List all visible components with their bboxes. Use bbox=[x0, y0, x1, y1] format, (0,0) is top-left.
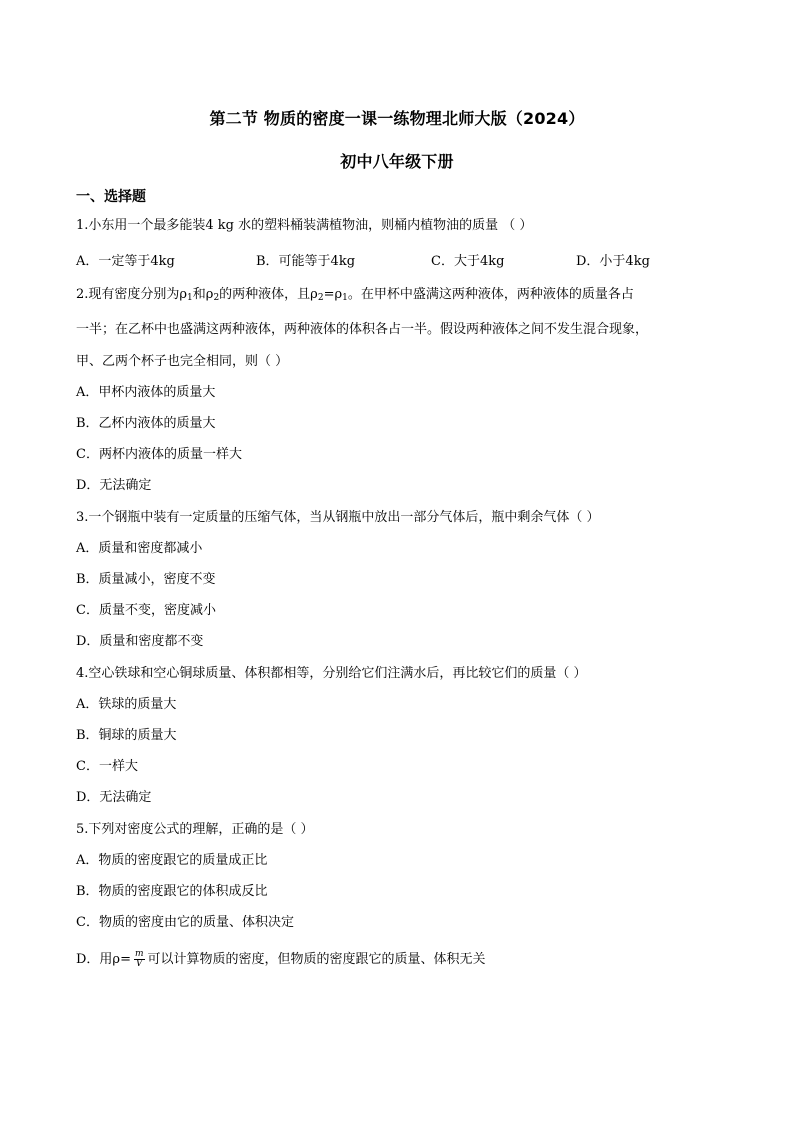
question-5-stem: 5.下列对密度公式的理解，正确的是（ ） bbox=[76, 822, 314, 837]
question-1-option-b: B．可能等于4kg bbox=[256, 254, 356, 269]
question-4-option-a: A．铁球的质量大 bbox=[76, 697, 177, 712]
question-2-stem-line-3: 甲、乙两个杯子也完全相同，则（ ） bbox=[76, 354, 289, 369]
question-3-option-d: D．质量和密度都不变 bbox=[76, 634, 204, 649]
question-3-option-c: C．质量不变，密度减小 bbox=[76, 603, 216, 618]
question-5-option-b: B．物质的密度跟它的体积成反比 bbox=[76, 884, 268, 899]
question-5-option-c: C．物质的密度由它的质量、体积决定 bbox=[76, 915, 294, 930]
question-2-option-a: A．甲杯内液体的质量大 bbox=[76, 385, 216, 400]
question-2-option-c: C．两杯内液体的质量一样大 bbox=[76, 447, 242, 462]
question-1-option-d: D．小于4kg bbox=[576, 254, 650, 269]
question-3-stem: 3.一个钢瓶中装有一定质量的压缩气体，当从钢瓶中放出一部分气体后，瓶中剩余气体（ ） bbox=[76, 510, 600, 525]
question-4-option-d: D．无法确定 bbox=[76, 790, 152, 805]
question-5-option-d: D．用ρ= $\frac{m}{V}$ 可以计算物质的密度，但物质的密度跟它的质量、体积无关 bbox=[76, 949, 486, 969]
density-formula-fraction: $\frac{m}{V}$ bbox=[134, 949, 144, 969]
question-1-option-c: C．大于4kg bbox=[431, 254, 505, 269]
question-1-option-a: A．一定等于4kg bbox=[76, 254, 175, 269]
section-heading: 一、选择题 bbox=[76, 189, 146, 205]
question-3-option-b: B．质量减小，密度不变 bbox=[76, 572, 216, 587]
question-3-option-a: A．质量和密度都减小 bbox=[76, 541, 203, 556]
document-subtitle: 初中八年级下册 bbox=[340, 152, 454, 171]
question-2-option-d: D．无法确定 bbox=[76, 478, 152, 493]
question-4-option-b: B．铜球的质量大 bbox=[76, 728, 177, 743]
document-title: 第二节 物质的密度一课一练物理北师大版（2024） bbox=[209, 109, 585, 128]
question-1-stem: 1.小东用一个最多能装4 kg 水的塑料桶装满植物油，则桶内植物油的质量 （ ） bbox=[76, 218, 533, 233]
question-5-option-a: A．物质的密度跟它的质量成正比 bbox=[76, 853, 268, 868]
question-2-stem-line-1: 2.现有密度分别为$\rho_1$和$\rho_2$的两种液体，且$\rho_2=\rho_1$。在甲杯中盛满这两种液体，两种液体的质量各占 bbox=[76, 287, 634, 303]
question-1-options bbox=[76, 250, 716, 269]
question-2-option-b: B．乙杯内液体的质量大 bbox=[76, 416, 216, 431]
question-4-stem: 4.空心铁球和空心铜球质量、体积都相等，分别给它们注满水后，再比较它们的质量（ ） bbox=[76, 666, 587, 681]
question-2-stem-line-2: 一半；在乙杯中也盛满这两种液体，两种液体的体积各占一半。假设两种液体之间不发生混合现象， bbox=[76, 322, 649, 337]
question-4-option-c: C．一样大 bbox=[76, 759, 138, 774]
